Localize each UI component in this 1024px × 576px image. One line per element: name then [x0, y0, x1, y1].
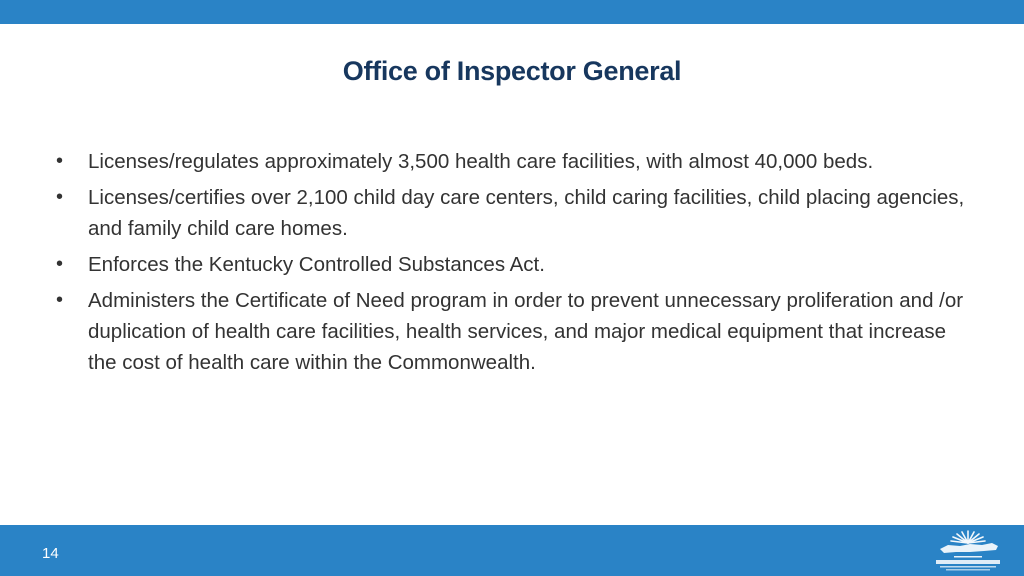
footer-banner	[0, 525, 1024, 576]
bullet-item-certificate-of-need	[56, 285, 966, 378]
bullet-icon: •	[56, 186, 64, 208]
bullet-text: Licenses/regulates approximately 3,500 health care facilities, with almost 40,000 beds.	[88, 150, 874, 173]
top-banner	[0, 0, 1024, 24]
bullet-item-facilities	[56, 146, 966, 177]
bullet-icon: •	[56, 289, 64, 311]
kentucky-state-seal-icon	[926, 527, 1010, 573]
bullet-item-controlled-substances	[56, 249, 966, 280]
slide-title: Office of Inspector General	[342, 56, 682, 86]
bullet-text: Licenses/certifies over 2,100 child day care centers, child caring facilities, child placing agencies, and family child care homes.	[88, 186, 965, 240]
bullet-list	[56, 146, 966, 383]
bullet-text: Enforces the Kentucky Controlled Substances Act.	[88, 253, 545, 276]
bullet-text: Administers the Certificate of Need program in order to prevent unnecessary proliferation and /or duplication of health care facilities, health services, and major medical equipment that increase the cost of health care within the Commonwealth.	[88, 289, 964, 374]
page-number: 14	[42, 545, 59, 562]
bullet-icon: •	[56, 150, 64, 172]
bullet-icon: •	[56, 253, 64, 275]
bullet-item-child-care	[56, 182, 966, 244]
